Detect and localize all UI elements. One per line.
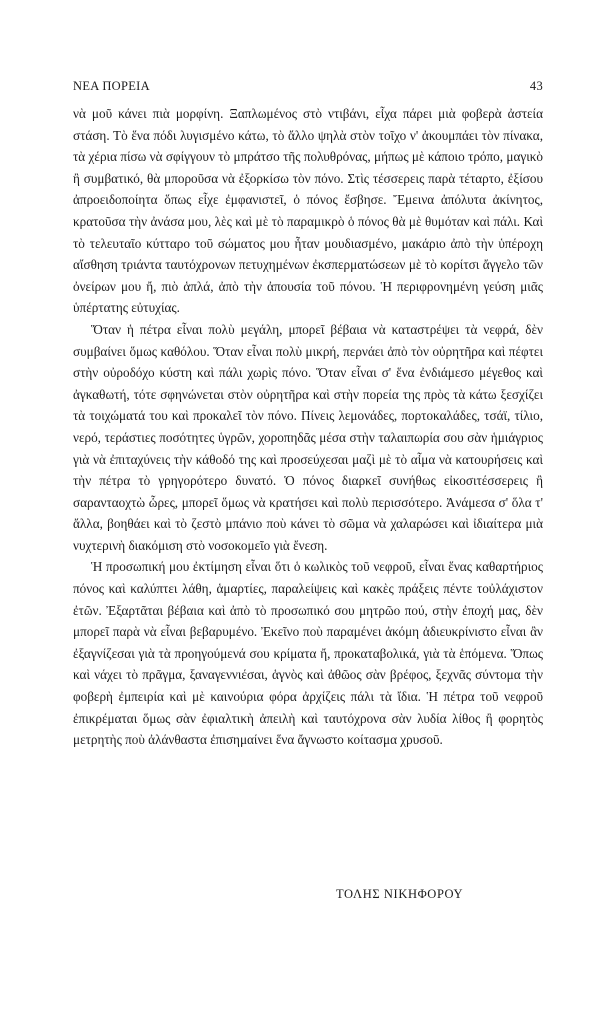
running-header xyxy=(73,79,543,94)
page-number: 43 xyxy=(529,79,543,93)
article-body xyxy=(73,103,543,751)
paragraph-1: νὰ μοῦ κάνει πιὰ μορφίνη. Ξαπλωμένος στὸ ντιβάνι, εἶχα πάρει μιὰ φοβερὰ ἀστεία στάση. Τὸ ἕνα πόδι λυγισμένο κάτω, τὸ ἄλλο ψηλὰ στὸν τοῖχο ν' ἀκουμπάει τὸν πίνακα, τὰ χέρια πίσω νὰ σφίγγουν τὸ μπράτσο τῆς πολυθρόνας, μήπως μὲ κάποιο τρόπο, μαγικὸ ἢ συμβατικό, θὰ μποροῦσα νὰ ἐξορκίσω τὸν πόνο. Στὶς τέσσερεις παρὰ τέταρτο, ἐξίσου ἀπροειδοποίητα ὅπως εἶχε ἐμφανιστεῖ, ὁ πόνος ἔσβησε. Ἔμεινα ἀπόλυτα ἀκίνητος, κρατοῦσα τὴν ἀνάσα μου, λὲς καὶ μὲ τὸ παραμικρὸ ὁ πόνος θὰ μὲ θυμόταν καὶ πάλι. Καὶ τὸ τελευταῖο κύτταρο τοῦ σώματος μου ἦταν μουδιασμένο, μακάριο ἀπὸ τὴν ὑπέροχη αἴσθηση τριάντα ταυτόχρονων πετυχημένων ἐκσπερματώσεων μὲ τὸ κορίτσι ἄγγελο τῶν ὀνείρων μου ἤ, πιὸ ἁπλά, ἀπὸ τὴν ἀπουσία τοῦ πόνου. Ἡ περιφρονημένη γεύση μιᾶς ὑπέρτατης εὐτυχίας. xyxy=(73,106,543,316)
paragraph-2: Ὅταν ἡ πέτρα εἶναι πολὺ μεγάλη, μπορεῖ βέβαια νὰ καταστρέψει τὰ νεφρά, δὲν συμβαίνει ὅμως καθόλου. Ὅταν εἶναι πολὺ μικρή, περνάει ἀπὸ τὸν οὐρητῆρα καὶ πέφτει στὴν οὐροδόχο κύστη καὶ πάλι χωρὶς πόνο. Ὅταν εἶναι σ' ἕνα ἐνδιάμεσο μέγεθος καὶ ἀγκαθωτή, τότε σφηνώνεται στὸν οὐρητῆρα καὶ στὴν πορεία της πρὸς τὰ κάτω ξεσχίζει τὰ τοιχώματά του καὶ προκαλεῖ τὸν πόνο. Πίνεις λεμονάδες, πορτοκαλάδες, τσάϊ, τίλιο, νερό, τεράστιες ποσότητες ὑγρῶν, χοροπηδᾶς μέσα στὴν ταλαιπωρία σου σὰν ἡμιάγριος γιὰ νὰ ἐπιταχύνεις τὴν κάθοδό της καὶ προσεύχεσαι μαζὶ μὲ τὸ αἷμα νὰ κατουρήσεις καὶ τὴν πέτρα τὸ γρηγορότερο δυνατό. Ὁ πόνος διαρκεῖ συνήθως εἰκοσιτέσσερεις ἢ σαρανταοχτὼ ὧρες, μπορεῖ ὅμως νὰ κρατήσει καὶ πολὺ περισσότερο. Ἀνάμεσα σ' ὅλα τ' ἄλλα, βοηθάει καὶ τὸ ζεστὸ μπάνιο ποὺ κάνει τὸ σῶμα νὰ χαλαρώσει καὶ ἰδιαίτερα μιὰ νυχτερινὴ διακόμιση στὸ νοσοκομεῖο γιὰ ἔνεση. xyxy=(73,321,543,553)
paragraph-3: Ἡ προσωπική μου ἐκτίμηση εἶναι ὅτι ὁ κωλικὸς τοῦ νεφροῦ, εἶναι ἕνας καθαρτήριος πόνος καὶ καλύπτει λάθη, ἁμαρτίες, παραλείψεις καὶ κακὲς πράξεις πέντε τοὐλάχιστον ἐτῶν. Ἐξαρτᾶται βέβαια καὶ ἀπὸ τὸ προσωπικό σου μητρῶο πού, στὴν ἐποχή μας, δὲν μπορεῖ παρὰ νὰ εἶναι βεβαρυμένο. Ἐκεῖνο ποὺ παραμένει ἀκόμη ἀδιευκρίνιστο εἶναι ἂν ἐξαγνίζεσαι γιὰ τὰ προηγούμενά σου κρίματα ἤ, προκαταβολικά, γιὰ τὰ ἑπόμενα. Ὅπως καὶ νάχει τὸ πρᾶγμα, ξαναγεννιέσαι, ἁγνὸς καὶ ἀθῶος σὰν βρέφος, ξεχνᾶς σύντομα τὴν φοβερὴ ἐμπειρία καὶ μὲ καινούρια φόρα ἀρχίζεις πάλι τὰ ἴδια. Ἡ πέτρα τοῦ νεφροῦ ἐπικρέμαται ὅμως σὰν ἐφιαλτικὴ ἀπειλὴ καὶ ταυτόχρονα σὰν λυδία λίθος ἢ φορητὸς μετρητὴς ποὺ ἀλάνθαστα ἐπισημαίνει ἕνα ἄγνωστο κοίτασμα χρυσοῦ. xyxy=(73,559,543,748)
author-signature: ΤΟΛΗΣ ΝΙΚΗΦΟΡΟΥ xyxy=(336,887,464,901)
journal-title: ΝΕΑ ΠΟΡΕΙΑ xyxy=(73,79,150,93)
